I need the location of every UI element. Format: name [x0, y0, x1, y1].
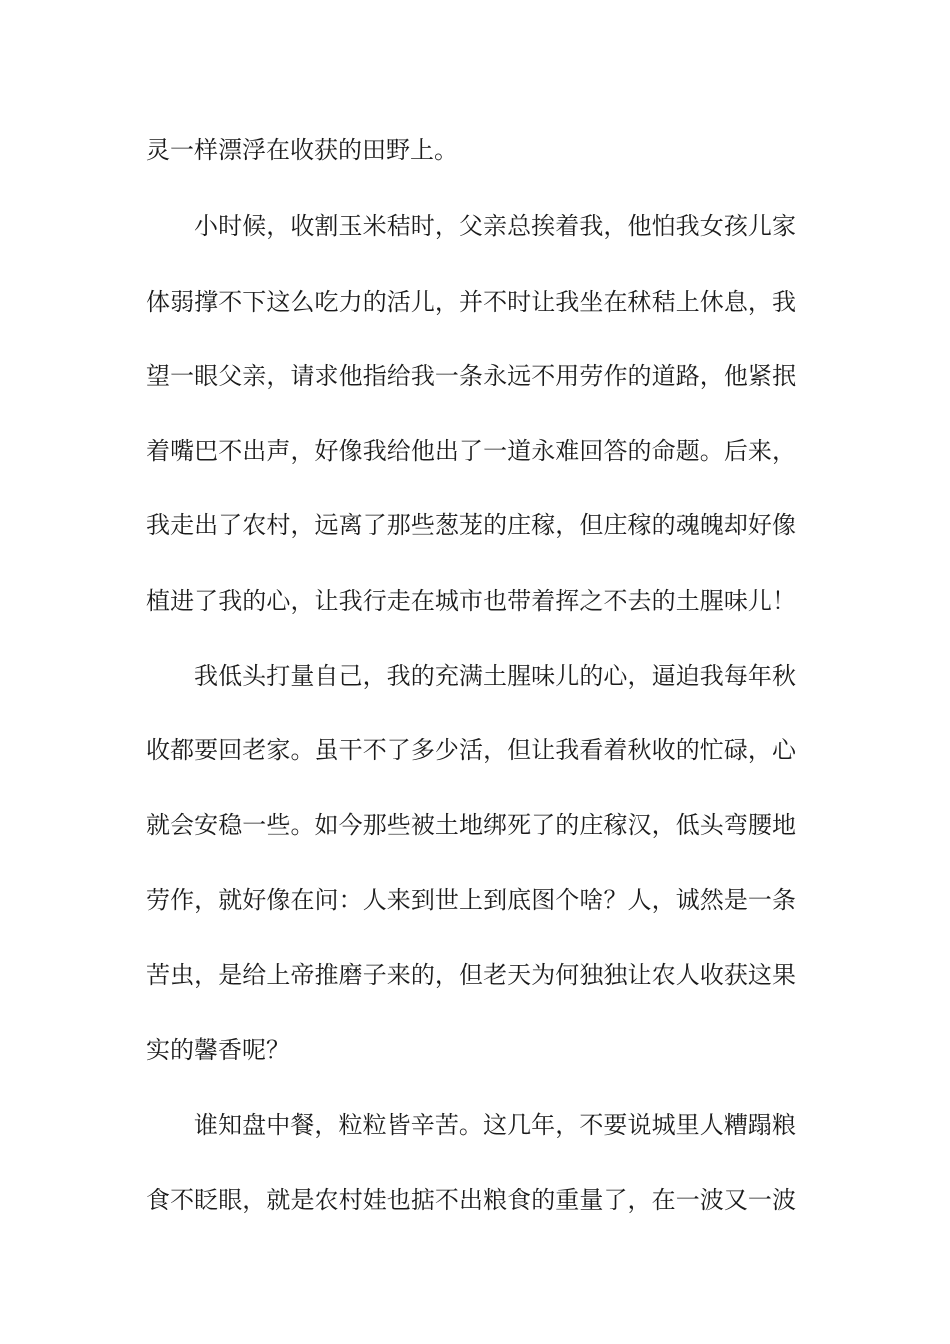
text-line: 体弱撑不下这么吃力的活儿，并不时让我坐在秫秸上休息，我	[146, 288, 796, 316]
text-line: 劳作，就好像在问：人来到世上到底图个啥？人，诚然是一条	[146, 886, 796, 914]
text-line: 灵一样漂浮在收获的田野上。	[146, 136, 458, 164]
text-line: 谁知盘中餐，粒粒皆辛苦。这几年，不要说城里人糟蹋粮	[194, 1111, 796, 1139]
text-line: 我走出了农村，远离了那些葱茏的庄稼，但庄稼的魂魄却好像	[146, 511, 796, 539]
text-line: 我低头打量自己，我的充满土腥味儿的心，逼迫我每年秋	[194, 662, 796, 690]
text-line: 食不眨眼，就是农村娃也掂不出粮食的重量了，在一波又一波	[146, 1186, 796, 1214]
text-line: 就会安稳一些。如今那些被土地绑死了的庄稼汉，低头弯腰地	[146, 811, 796, 839]
text-line: 收都要回老家。虽干不了多少活，但让我看着秋收的忙碌，心	[146, 736, 796, 764]
text-line: 植进了我的心，让我行走在城市也带着挥之不去的土腥味儿！	[146, 587, 796, 615]
text-line: 苦虫，是给上帝推磨子来的，但老天为何独独让农人收获这果	[146, 961, 796, 989]
text-line: 着嘴巴不出声，好像我给他出了一道永难回答的命题。后来，	[146, 437, 796, 465]
text-line: 望一眼父亲，请求他指给我一条永远不用劳作的道路，他紧抿	[146, 362, 796, 390]
text-line: 实的馨香呢？	[146, 1036, 290, 1064]
text-line: 小时候，收割玉米秸时，父亲总挨着我，他怕我女孩儿家	[194, 212, 796, 240]
